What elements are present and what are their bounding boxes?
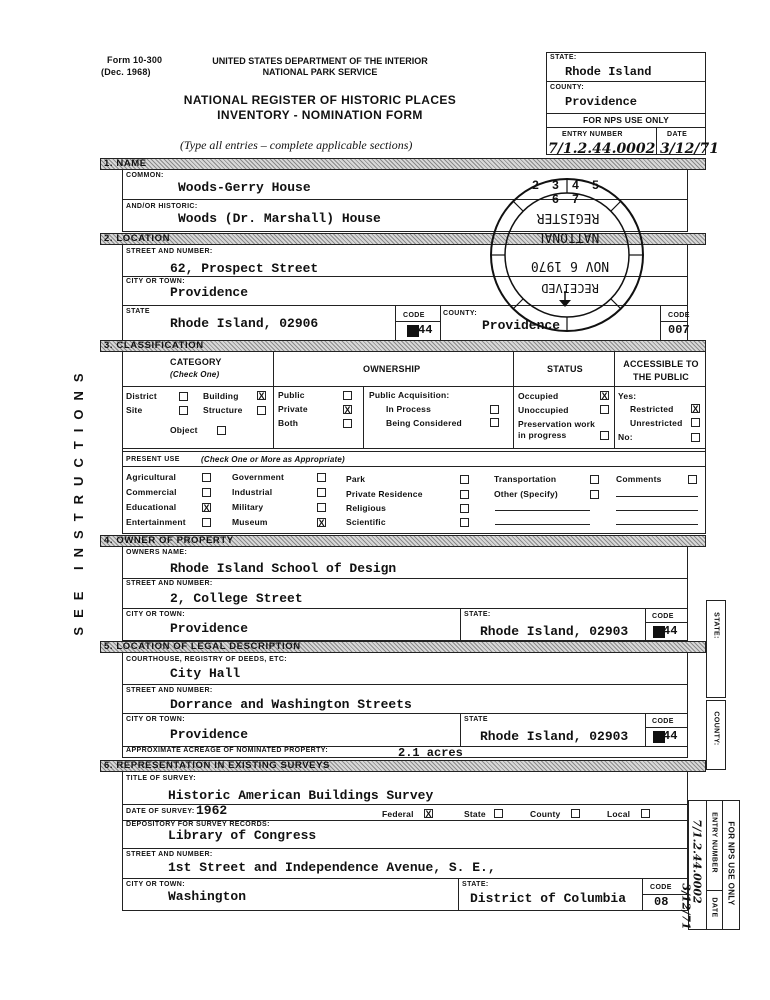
state-label: STATE [126,308,150,315]
courthouse-label: COURTHOUSE, REGISTRY OF DEEDS, ETC: [126,656,288,663]
status-header: STATUS [547,364,583,374]
survey-state-value: District of Columbia [470,891,627,906]
depository-value: Library of Congress [168,828,317,843]
owners-name-label: OWNERS NAME: [126,549,188,556]
checkbox-being-considered[interactable] [490,418,499,427]
side-nps-use-only: FOR NPS USE ONLY [726,821,736,906]
public-acquisition: Public Acquisition: [369,390,450,400]
depository-label: DEPOSITORY FOR SURVEY RECORDS: [126,821,270,828]
checkbox-both[interactable] [343,419,352,428]
survey-city: Washington [168,889,247,904]
survey-state-label: STATE: [462,881,489,888]
nps-county-value: Providence [565,95,638,109]
legal-street-label: STREET AND NUMBER: [126,687,213,694]
survey-state: State [464,809,486,819]
stamp-received: RECEIVED [541,281,599,295]
checkbox-unoccupied[interactable] [600,405,609,414]
ownership-private: Private [278,404,308,414]
common-label: COMMON: [126,172,164,179]
use-park: Park [346,474,366,484]
state-code: 44 [418,323,433,337]
checkbox-occupied[interactable]: X [601,391,608,401]
form-subtitle: INVENTORY - NOMINATION FORM [217,108,423,122]
nps-state-value: Rhode Island [565,65,652,79]
date-handwritten: 3/12/71 [660,141,719,157]
form-title: NATIONAL REGISTER OF HISTORIC PLACES [183,93,457,107]
checkbox-preservation[interactable] [600,431,609,440]
stamp-national: NATIONAL [536,229,600,244]
nps-state-label: STATE: [550,54,577,61]
use-military: Military [232,502,264,512]
survey-county: County [530,809,561,819]
section-2-title: 2. LOCATION [104,233,171,244]
checkbox-in-process[interactable] [490,405,499,414]
checkbox-survey-county[interactable] [571,809,580,818]
section-3-title: 3. CLASSIFICATION [104,340,204,351]
section-1-bar [100,158,706,170]
checkbox-other[interactable] [590,490,599,499]
checkbox-unrestricted[interactable] [691,418,700,427]
county-label: COUNTY: [443,310,478,317]
survey-code: 08 [654,895,669,909]
category-structure: Structure [203,405,243,415]
category-header: CATEGORY [170,357,222,367]
survey-federal: Federal [382,809,414,819]
checkbox-agricultural[interactable] [202,473,211,482]
see-instructions: SEE INSTRUCTIONS [71,364,86,636]
section-1-title: 1. NAME [104,158,147,169]
survey-code-label: CODE [650,884,672,891]
legal-city-label: CITY OR TOWN: [126,716,185,723]
use-agricultural: Agricultural [126,472,177,482]
legal-state: Rhode Island, 02903 [480,729,629,744]
survey-date: 1962 [196,803,228,818]
category-building: Building [203,391,239,401]
street-value: 62, Prospect Street [170,261,319,276]
use-comments: Comments [616,474,662,484]
city-label: CITY OR TOWN: [126,278,185,285]
checkbox-federal[interactable]: X [425,809,432,819]
checkbox-district[interactable] [179,392,188,401]
checkbox-private-residence[interactable] [460,490,469,499]
ownership-header: OWNERSHIP [363,364,421,374]
owner-code-label: CODE [652,613,674,620]
code-label: CODE [403,312,425,319]
checkbox-comments[interactable] [688,475,697,484]
in-process: In Process [386,404,431,414]
common-name: Woods-Gerry House [178,180,311,195]
date-label: DATE [667,131,688,138]
state-value: Rhode Island, 02906 [170,316,319,331]
use-commercial: Commercial [126,487,177,497]
county-value: Providence [482,318,561,333]
use-transportation: Transportation [494,474,557,484]
side-date-label: DATE [710,897,718,918]
checkbox-military[interactable] [317,503,326,512]
ownership-both: Both [278,418,299,428]
checkbox-transportation[interactable] [590,475,599,484]
survey-title: Historic American Buildings Survey [168,788,434,803]
type-instructions: (Type all entries – complete applicable sections) [180,138,413,152]
owner-city: Providence [170,621,249,636]
service: NATIONAL PARK SERVICE [262,67,378,77]
category-district: District [126,391,157,401]
acreage-label: APPROXIMATE ACREAGE OF NOMINATED PROPERTY: [126,747,329,754]
checkbox-government[interactable] [317,473,326,482]
survey-date-label: DATE OF SURVEY: [126,808,195,815]
being-considered: Being Considered [386,418,462,428]
ownership-public: Public [278,390,305,400]
survey-local: Local [607,809,631,819]
checkbox-commercial[interactable] [202,488,211,497]
legal-city: Providence [170,727,249,742]
side-county-label: COUNTY: [712,711,720,746]
street-label: STREET AND NUMBER: [126,248,213,255]
checkbox-scientific[interactable] [460,518,469,527]
legal-state-label: STATE [464,716,488,723]
nps-use-only: FOR NPS USE ONLY [582,115,669,125]
checkbox-restricted[interactable]: X [692,404,699,414]
checkbox-no[interactable] [691,433,700,442]
status-preservation: Preservation work in progress [518,419,596,440]
historic-label: AND/OR HISTORIC: [126,203,198,210]
survey-street: 1st Street and Independence Avenue, S. E., [168,860,496,875]
owner-code: 44 [663,624,678,638]
use-private-residence: Private Residence [346,489,423,499]
use-religious: Religious [346,503,387,513]
stamp-numbers: 2 3 4 5 6 7 [532,178,604,206]
survey-title-label: TITLE OF SURVEY: [126,775,196,782]
status-occupied: Occupied [518,391,559,401]
legal-street: Dorrance and Washington Streets [170,697,412,712]
county-code-label: CODE [668,312,690,319]
present-use-label: PRESENT USE [126,456,180,463]
checkbox-industrial[interactable] [317,488,326,497]
accessible-unrestricted: Unrestricted [630,418,683,428]
owner-street: 2, College Street [170,591,303,606]
stamp-date: NOV 6 1970 [530,258,610,273]
category-site: Site [126,405,143,415]
checkbox-structure[interactable] [257,406,266,415]
form-date: (Dec. 1968) [101,67,151,77]
historic-name: Woods (Dr. Marshall) House [178,211,381,226]
use-museum: Museum [232,517,268,527]
checkbox-building[interactable]: X [258,391,265,401]
owner-city-label: CITY OR TOWN: [126,611,185,618]
section-4-title: 4. OWNER OF PROPERTY [104,535,234,546]
accessible-no: No: [618,432,633,442]
nps-county-label: COUNTY: [550,84,585,91]
checkbox-private[interactable]: X [344,405,351,415]
check-one-note: (Check One) [170,370,220,379]
checkbox-museum[interactable]: X [318,518,325,528]
use-other: Other (Specify) [494,489,558,499]
checkbox-park[interactable] [460,475,469,484]
courthouse-value: City Hall [170,666,241,681]
entry-number-handwritten: 7/1.2.44.0002 [548,141,656,157]
entry-number-label: ENTRY NUMBER [562,131,623,138]
legal-code-label: CODE [652,718,674,725]
checkbox-religious[interactable] [460,504,469,513]
checkbox-survey-state[interactable] [494,809,503,818]
category-object: Object [170,425,198,435]
owners-name: Rhode Island School of Design [170,561,397,576]
owner-street-label: STREET AND NUMBER: [126,580,213,587]
city-value: Providence [170,285,249,300]
use-entertainment: Entertainment [126,517,186,527]
owner-state: Rhode Island, 02903 [480,624,629,639]
side-date-handwritten: 3/12/71 [679,883,693,930]
side-entry-label: ENTRY NUMBER [710,812,718,873]
section-6-title: 6. REPRESENTATION IN EXISTING SURVEYS [104,760,330,771]
acreage-value: 2.1 acres [398,746,463,760]
checkbox-survey-local[interactable] [641,809,650,818]
side-entry-handwritten: 7/1.2.44.0002 [690,819,704,904]
form-number: Form 10-300 [107,55,163,65]
checkbox-site[interactable] [179,406,188,415]
checkbox-entertainment[interactable] [202,518,211,527]
present-use-note: (Check One or More as Appropriate) [201,455,345,464]
status-unoccupied: Unoccupied [518,405,569,415]
side-state-label: STATE: [712,612,720,639]
legal-code: 44 [663,729,678,743]
owner-state-label: STATE: [464,611,491,618]
checkbox-public[interactable] [343,391,352,400]
checkbox-educational[interactable]: X [203,503,210,513]
section-5-title: 5. LOCATION OF LEGAL DESCRIPTION [104,641,301,652]
department: UNITED STATES DEPARTMENT OF THE INTERIOR [212,56,428,66]
survey-city-label: CITY OR TOWN: [126,881,185,888]
stamp-register: REGISTER [536,210,600,225]
use-scientific: Scientific [346,517,386,527]
county-code: 007 [668,323,690,337]
accessible-yes: Yes: [618,391,637,401]
use-industrial: Industrial [232,487,273,497]
use-educational: Educational [126,502,177,512]
accessible-header: ACCESSIBLE TO THE PUBLIC [623,359,699,382]
accessible-restricted: Restricted [630,404,674,414]
checkbox-object[interactable] [217,426,226,435]
use-government: Government [232,472,285,482]
survey-street-label: STREET AND NUMBER: [126,851,213,858]
